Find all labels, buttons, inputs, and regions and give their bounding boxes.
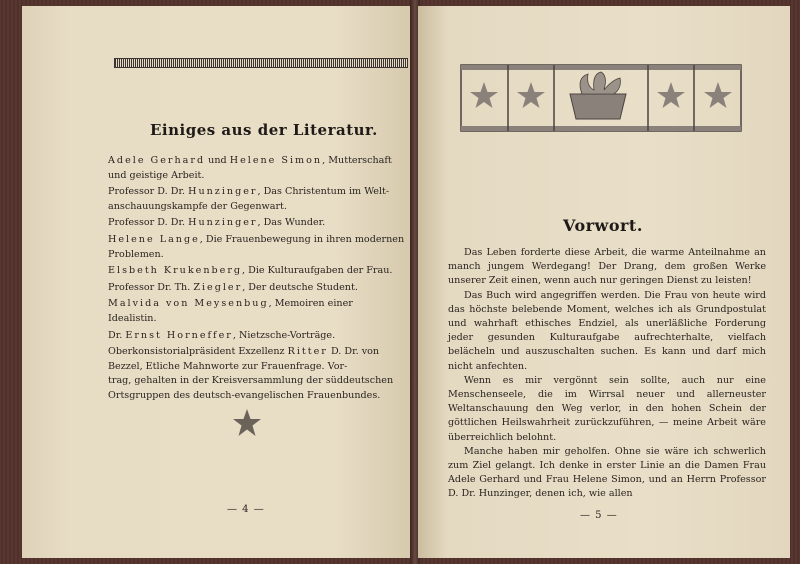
list-item: Dr. Ernst Horneffer, Nietzsche-Vorträge. — [108, 329, 336, 341]
page-number-right: — 5 — — [580, 510, 618, 521]
page-number-left: — 4 — — [227, 504, 265, 515]
list-item: Professor Dr. Th. Ziegler, Der deutsche Student. — [108, 281, 358, 293]
star-icon — [232, 408, 262, 438]
list-item: Elsbeth Krukenberg, Die Kulturaufgaben der Frau. — [108, 265, 393, 277]
foreword-heading: Vorwort. — [563, 216, 643, 235]
list-item: Adele Gerhard und Helene Simon, Mutterschaft und geistige Arbeit. — [108, 155, 392, 181]
ornament-icon — [460, 64, 742, 132]
literature-list — [108, 154, 406, 406]
paragraph: Das Buch wird angegriffen werden. Die Frau von heute wird das höchste belebende Moment, welches ich als Grundpostulat und wahrhaft ethisches Endziel, als unerläßliche Forderung jeder gesunden Kulturaufgabe aufrechterhalte, vielfach belächeln und auszuschalten suchen. Es kann und darf mich nicht anfechten. — [448, 289, 766, 372]
list-item: Helene Lange, Die Frauenbewegung in ihren modernen Problemen. — [108, 233, 405, 260]
list-item: Professor D. Dr. Hunzinger, Das Christentum im Welt- anschauungskampfe der Gegenwart. — [108, 186, 390, 212]
list-item: Professor D. Dr. Hunzinger, Das Wunder. — [108, 217, 326, 229]
top-rule — [114, 58, 408, 68]
paragraph: Wenn es mir vergönnt sein sollte, auch nur eine Menschenseele, die im Wirrsal neuer und allerneuster Weltanschauung den Weg verlor, in den hohen Schein der göttlichen Heilswahrheit zurückzuführen, — meine Arbeit wäre überreichlich belohnt. — [448, 374, 766, 443]
paragraph: Manche haben mir geholfen. Ohne sie wäre ich schwerlich zum Ziel gelangt. Ich denke in erster Linie an die Damen Frau Adele Gerhard und Frau Helene Simon, und an Herrn Professor D. Dr. Hunzinger, denen ich, wie allen — [448, 445, 766, 500]
list-item: Malvida von Meysenbug, Memoiren einer Idealistin. — [108, 298, 353, 324]
list-item: Oberkonsistorialpräsident Exzellenz Ritter D. Dr. von Bezzel, Etliche Mahnworte zur Frauenfrage. Vor- trag, gehalten in der Kreisversammlung der süddeutschen Ortsgruppen des deutsch-evangelischen Frauenbundes. — [108, 346, 394, 401]
paragraph: Das Leben forderte diese Arbeit, die warme Anteilnahme an manch jungem Werdegang! Der Drang, dem großen Werke unserer Zeit einen, wenn auch nur geringen Dienst zu leisten! — [448, 247, 766, 287]
foreword-text — [448, 246, 766, 502]
left-page — [22, 6, 412, 558]
right-page — [418, 6, 790, 558]
literature-heading: Einiges aus der Literatur. — [150, 121, 378, 139]
